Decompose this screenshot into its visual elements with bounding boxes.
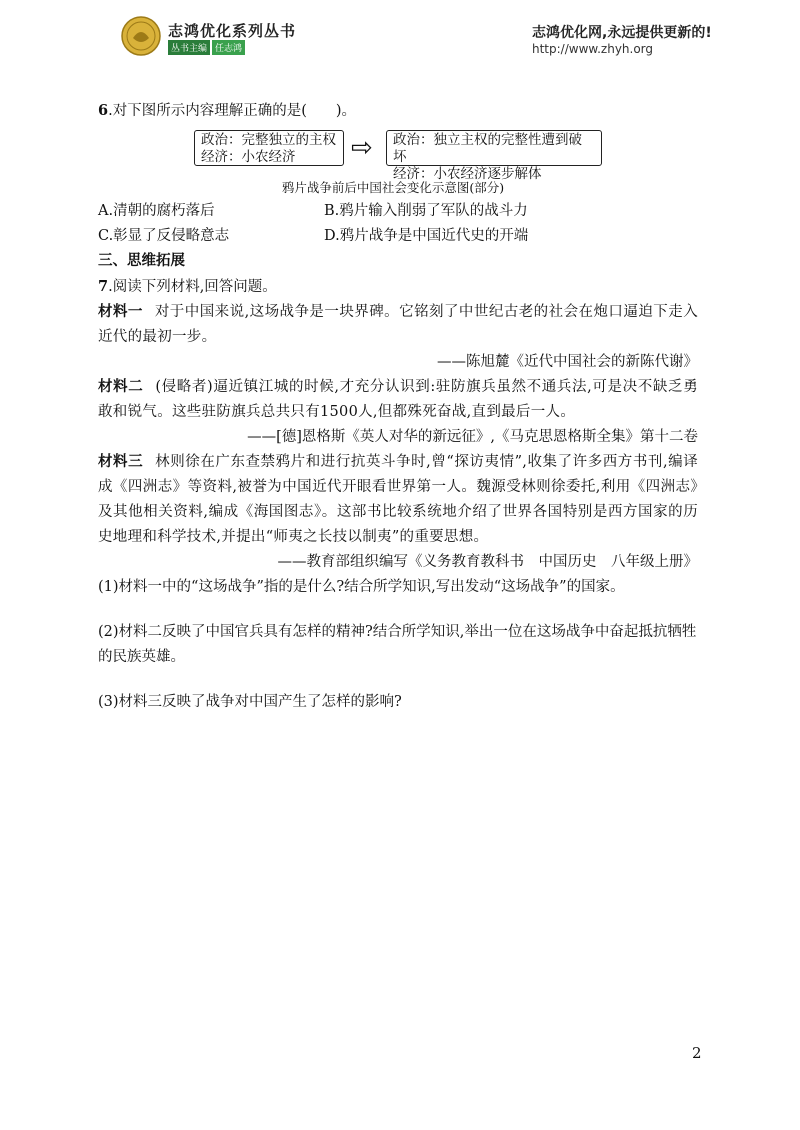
material-2 [98,375,698,425]
question-number: 6 [98,102,109,119]
after-war-box [386,130,602,182]
before-politics: 政治：完整独立的主权 [201,132,336,148]
before-war-box [194,130,344,166]
sub-question-1: (1)材料一中的“这场战争”指的是什么?结合所学知识,写出发动“这场战争”的国家。 [98,579,625,595]
material-text: (侵略者)逼近镇江城的时候,才充分认识到:驻防旗兵虽然不通兵法,可是决不缺乏勇敢和锐气。这些驻防旗兵总共只有1500人,但都殊死奋战,直到最后一人。 [98,379,698,420]
material-1-source: ——陈旭麓《近代中国社会的新陈代谢》 [437,354,698,370]
society-change-diagram [98,127,698,182]
question-text: .阅读下列材料,回答问题。 [108,279,277,295]
sub-question-3: (3)材料三反映了战争对中国产生了怎样的影响? [98,694,402,710]
question-6-stem [98,98,698,124]
page-number: 2 [692,1044,702,1062]
material-1 [98,300,698,350]
editor-name: 任志鸿 [212,40,245,55]
question-text: .对下图所示内容理解正确的是( )。 [108,103,357,119]
series-editor [168,40,245,55]
site-slogan: 志鸿优化网,永远提供更新的! [532,25,712,41]
editor-label: 丛书主编 [168,40,210,55]
material-3 [98,450,698,550]
page-header [0,0,800,70]
option-a: A.清朝的腐朽落后 [98,203,215,219]
material-3-source: ——教育部组织编写《义务教育教科书 中国历史 八年级上册》 [277,554,698,570]
option-d: D.鸦片战争是中国近代史的开端 [324,228,529,244]
material-2-source: ——[德]恩格斯《英人对华的新远征》,《马克思恩格斯全集》第十二卷 [247,429,698,445]
series-title: 志鸿优化系列丛书 [168,22,297,40]
sub-question-2: (2)材料二反映了中国官兵具有怎样的精神?结合所学知识,举出一位在这场战争中奋起抵抗牺牲的民族英雄。 [98,624,697,665]
material-label: 材料二 [98,379,144,395]
document-body [98,98,698,735]
arrow-right-icon: ⇨ [351,133,373,163]
question-6-options [98,199,698,249]
question-7-stem [98,274,698,300]
before-economy: 经济：小农经济 [201,149,296,165]
option-b: B.鸦片输入削弱了军队的战斗力 [324,203,528,219]
diagram-caption: 鸦片战争前后中国社会变化示意图(部分) [281,180,505,195]
material-text: 林则徐在广东查禁鸦片和进行抗英斗争时,曾“探访夷情”,收集了许多西方书刊,编译成《四洲志》等资料,被誉为中国近代开眼看世界第一人。魏源受林则徐委托,利用《四洲志》及其他相关资料,编成《海国图志》。这部书比较系统地介绍了世界各国特别是西方国家的历史地理和科学技术,并提出“师夷之长技以制夷”的重要思想。 [98,454,698,545]
material-label: 材料三 [98,454,144,470]
material-label: 材料一 [98,304,143,320]
site-url: http://www.zhyh.org [532,42,654,56]
section-title: 三、思维拓展 [98,253,185,269]
question-number: 7 [98,278,109,295]
after-economy: 经济：小农经济逐步解体 [393,166,542,182]
material-text: 对于中国来说,这场战争是一块界碑。它铭刻了中世纪古老的社会在炮口逼迫下走入近代的最初一步。 [98,304,698,345]
option-c: C.彰显了反侵略意志 [98,228,230,244]
logo-seal-icon [121,16,161,56]
after-politics: 政治：独立主权的完整性遭到破坏 [393,132,582,165]
